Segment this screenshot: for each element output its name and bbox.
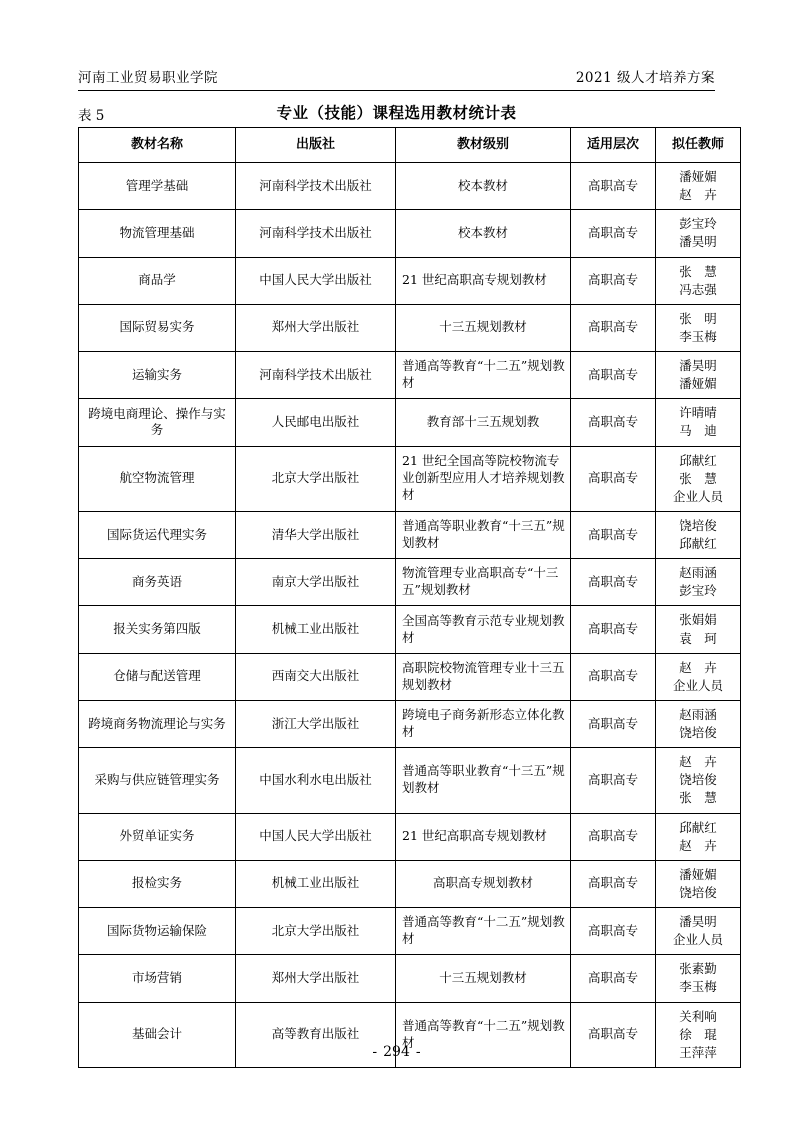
- cell-textbook-name: 基础会计: [79, 1002, 236, 1067]
- table-row: [79, 446, 741, 511]
- cell-textbook-name: 商务英语: [79, 559, 236, 606]
- footer-dash-right: -: [415, 1044, 421, 1060]
- teacher-name: 张娟娟: [679, 612, 717, 628]
- cell-publisher: 机械工业出版社: [236, 860, 396, 907]
- column-header-name: 教材名称: [79, 128, 236, 163]
- cell-textbook-level: 高职高专规划教材: [396, 860, 571, 907]
- cell-applicable-tier: 高职高专: [571, 210, 656, 257]
- cell-textbook-name: 管理学基础: [79, 163, 236, 210]
- cell-textbook-level: 21 世纪全国高等院校物流专业创新型应用人才培养规划教材: [396, 446, 571, 511]
- cell-textbook-level: 普通高等职业教育“十三五”规划教材: [396, 748, 571, 813]
- teacher-list: [660, 611, 736, 647]
- cell-assigned-teachers: [656, 700, 741, 747]
- table-row: [79, 163, 741, 210]
- cell-textbook-name: 报关实务第四版: [79, 606, 236, 653]
- cell-assigned-teachers: [656, 210, 741, 257]
- cell-textbook-name: 商品学: [79, 257, 236, 304]
- teacher-list: [660, 706, 736, 742]
- cell-publisher: 河南科学技术出版社: [236, 163, 396, 210]
- teacher-list: [660, 357, 736, 393]
- cell-applicable-tier: 高职高专: [571, 352, 656, 399]
- table-row: [79, 304, 741, 351]
- teacher-name: 饶培俊: [679, 725, 717, 740]
- table-row: [79, 399, 741, 446]
- cell-publisher: 高等教育出版社: [236, 1002, 396, 1067]
- cell-textbook-name: 跨境电商理论、操作与实务: [79, 399, 236, 446]
- cell-applicable-tier: 高职高专: [571, 955, 656, 1002]
- cell-textbook-name: 物流管理基础: [79, 210, 236, 257]
- cell-textbook-name: 市场营销: [79, 955, 236, 1002]
- cell-applicable-tier: 高职高专: [571, 700, 656, 747]
- cell-textbook-level: 物流管理专业高职高专“十三五”规划教材: [396, 559, 571, 606]
- cell-publisher: 南京大学出版社: [236, 559, 396, 606]
- teacher-name: 饶培俊: [679, 517, 717, 533]
- cell-publisher: 河南科学技术出版社: [236, 210, 396, 257]
- cell-publisher: 郑州大学出版社: [236, 955, 396, 1002]
- table-row: [79, 908, 741, 955]
- teacher-list: [660, 819, 736, 855]
- teacher-name: 张 慧: [679, 470, 717, 486]
- cell-textbook-name: 运输实务: [79, 352, 236, 399]
- teacher-name: 饶培俊: [679, 772, 717, 788]
- cell-applicable-tier: 高职高专: [571, 813, 656, 860]
- teacher-list: [660, 404, 736, 440]
- teacher-list: [660, 263, 736, 299]
- column-header-publisher: 出版社: [236, 128, 396, 163]
- cell-assigned-teachers: [656, 606, 741, 653]
- teacher-name: 张 慧: [679, 263, 717, 279]
- teacher-name: 彭宝玲: [679, 216, 717, 232]
- cell-applicable-tier: 高职高专: [571, 304, 656, 351]
- table-row: [79, 210, 741, 257]
- teacher-name: 冯志强: [679, 281, 717, 297]
- teacher-name: 赵雨涵: [679, 565, 717, 581]
- teacher-name: 王萍萍: [679, 1044, 717, 1060]
- column-header-level: 教材级别: [396, 128, 571, 163]
- cell-assigned-teachers: [656, 163, 741, 210]
- teacher-list: [660, 866, 736, 902]
- cell-publisher: 北京大学出版社: [236, 908, 396, 955]
- cell-textbook-name: 外贸单证实务: [79, 813, 236, 860]
- teacher-name: 企业人员: [672, 932, 723, 948]
- teacher-name: 赵 卉: [679, 837, 717, 853]
- table-row: [79, 955, 741, 1002]
- cell-publisher: 清华大学出版社: [236, 511, 396, 558]
- cell-publisher: 中国人民大学出版社: [236, 257, 396, 304]
- cell-applicable-tier: 高职高专: [571, 257, 656, 304]
- cell-assigned-teachers: [656, 399, 741, 446]
- teacher-list: [660, 960, 736, 996]
- cell-assigned-teachers: [656, 813, 741, 860]
- cell-textbook-level: 21 世纪高职高专规划教材: [396, 257, 571, 304]
- table-row: [79, 257, 741, 304]
- cell-textbook-name: 报检实务: [79, 860, 236, 907]
- column-header-teachers: 拟任教师: [656, 128, 741, 163]
- teacher-name: 赵 卉: [679, 187, 717, 203]
- cell-publisher: 北京大学出版社: [236, 446, 396, 511]
- page-footer: [0, 1044, 793, 1060]
- cell-textbook-level: 校本教材: [396, 163, 571, 210]
- cell-textbook-name: 采购与供应链管理实务: [79, 748, 236, 813]
- cell-textbook-level: 全国高等教育示范专业规划教材: [396, 606, 571, 653]
- table-row: [79, 813, 741, 860]
- cell-assigned-teachers: [656, 352, 741, 399]
- teacher-name: 潘昊明: [679, 234, 717, 250]
- table-row: [79, 860, 741, 907]
- cell-textbook-name: 国际贸易实务: [79, 304, 236, 351]
- cell-applicable-tier: 高职高专: [571, 1002, 656, 1067]
- cell-publisher: 中国水利水电出版社: [236, 748, 396, 813]
- teacher-list: [660, 517, 736, 553]
- teacher-list: [660, 310, 736, 346]
- column-header-tier: 适用层次: [571, 128, 656, 163]
- cell-applicable-tier: 高职高专: [571, 163, 656, 210]
- teacher-name: 彭宝玲: [679, 583, 717, 599]
- cell-assigned-teachers: [656, 559, 741, 606]
- page-number: 294: [383, 1044, 410, 1060]
- teacher-name: 潘娅媚: [679, 376, 717, 392]
- cell-textbook-level: 跨境电子商务新形态立体化教材: [396, 700, 571, 747]
- header-document-title: 2021 级人才培养方案: [575, 70, 715, 86]
- teacher-name: 赵雨涵: [679, 706, 717, 722]
- teacher-list: [660, 913, 736, 949]
- teacher-name: 饶培俊: [679, 884, 717, 900]
- cell-textbook-level: 普通高等教育“十二五”规划教材: [396, 1002, 571, 1067]
- table-row: [79, 700, 741, 747]
- teacher-name: 潘昊明: [679, 358, 717, 373]
- teacher-name: 徐 琨: [679, 1026, 717, 1042]
- teacher-name: 企业人员: [672, 677, 723, 693]
- teacher-name: 赵 卉: [679, 659, 717, 675]
- teacher-name: 李玉梅: [679, 979, 717, 995]
- cell-applicable-tier: 高职高专: [571, 511, 656, 558]
- teacher-name: 袁 珂: [679, 630, 717, 646]
- teacher-name: 邱献红: [679, 452, 717, 468]
- cell-textbook-level: 十三五规划教材: [396, 304, 571, 351]
- cell-publisher: 浙江大学出版社: [236, 700, 396, 747]
- cell-textbook-level: 普通高等职业教育“十三五”规划教材: [396, 511, 571, 558]
- cell-textbook-level: 十三五规划教材: [396, 955, 571, 1002]
- teacher-name: 企业人员: [672, 488, 723, 504]
- cell-applicable-tier: 高职高专: [571, 653, 656, 700]
- table-caption: [78, 101, 715, 125]
- table-row: [79, 606, 741, 653]
- teacher-name: 邱献红: [679, 536, 717, 551]
- textbook-statistics-table: [78, 127, 741, 1068]
- teacher-name: 李玉梅: [679, 328, 717, 344]
- header-institution: 河南工业贸易职业学院: [78, 70, 218, 86]
- cell-applicable-tier: 高职高专: [571, 908, 656, 955]
- teacher-name: 张素勤: [679, 961, 717, 977]
- teacher-list: [660, 168, 736, 204]
- table-row: [79, 511, 741, 558]
- cell-assigned-teachers: [656, 511, 741, 558]
- teacher-name: 潘娅媚: [679, 866, 717, 882]
- cell-publisher: 中国人民大学出版社: [236, 813, 396, 860]
- cell-assigned-teachers: [656, 653, 741, 700]
- teacher-list: [660, 564, 736, 600]
- cell-assigned-teachers: [656, 908, 741, 955]
- cell-publisher: 西南交大出版社: [236, 653, 396, 700]
- cell-assigned-teachers: [656, 257, 741, 304]
- teacher-list: [660, 215, 736, 251]
- teacher-name: 潘娅媚: [679, 169, 717, 184]
- table-header-row: [79, 128, 741, 163]
- teacher-name: 潘昊明: [679, 914, 717, 929]
- table-row: [79, 748, 741, 813]
- cell-textbook-name: 仓储与配送管理: [79, 653, 236, 700]
- cell-assigned-teachers: [656, 748, 741, 813]
- cell-publisher: 机械工业出版社: [236, 606, 396, 653]
- teacher-list: [660, 452, 736, 506]
- cell-textbook-name: 国际货物运输保险: [79, 908, 236, 955]
- teacher-name: 许晴晴: [679, 405, 717, 421]
- cell-applicable-tier: 高职高专: [571, 399, 656, 446]
- cell-textbook-level: 教育部十三五规划教: [396, 399, 571, 446]
- running-header: [78, 66, 715, 91]
- cell-assigned-teachers: [656, 304, 741, 351]
- cell-textbook-level: 高职院校物流管理专业十三五规划教材: [396, 653, 571, 700]
- table-row: [79, 352, 741, 399]
- teacher-name: 邱献红: [679, 819, 717, 835]
- teacher-name: 张 明: [679, 310, 717, 326]
- cell-textbook-level: 普通高等教育“十二五”规划教材: [396, 908, 571, 955]
- cell-textbook-level: 校本教材: [396, 210, 571, 257]
- table-title: 专业（技能）课程选用教材统计表: [276, 103, 517, 122]
- cell-textbook-level: 普通高等教育“十二五”规划教材: [396, 352, 571, 399]
- cell-applicable-tier: 高职高专: [571, 606, 656, 653]
- cell-applicable-tier: 高职高专: [571, 860, 656, 907]
- table-row: [79, 559, 741, 606]
- teacher-name: 赵 卉: [679, 754, 717, 770]
- cell-publisher: 人民邮电出版社: [236, 399, 396, 446]
- cell-applicable-tier: 高职高专: [571, 446, 656, 511]
- cell-assigned-teachers: [656, 860, 741, 907]
- cell-assigned-teachers: [656, 446, 741, 511]
- teacher-name: 马 迪: [679, 423, 717, 439]
- teacher-name: 关利响: [679, 1008, 717, 1024]
- cell-assigned-teachers: [656, 955, 741, 1002]
- cell-textbook-name: 跨境商务物流理论与实务: [79, 700, 236, 747]
- table-row: [79, 653, 741, 700]
- cell-textbook-level: 21 世纪高职高专规划教材: [396, 813, 571, 860]
- footer-dash-left: -: [372, 1044, 378, 1060]
- cell-textbook-name: 国际货运代理实务: [79, 511, 236, 558]
- cell-applicable-tier: 高职高专: [571, 748, 656, 813]
- cell-textbook-name: 航空物流管理: [79, 446, 236, 511]
- teacher-list: [660, 659, 736, 695]
- cell-publisher: 河南科学技术出版社: [236, 352, 396, 399]
- teacher-list: [660, 753, 736, 807]
- table-number-label: 表 5: [78, 108, 105, 124]
- cell-applicable-tier: 高职高专: [571, 559, 656, 606]
- cell-publisher: 郑州大学出版社: [236, 304, 396, 351]
- teacher-name: 张 慧: [679, 790, 717, 806]
